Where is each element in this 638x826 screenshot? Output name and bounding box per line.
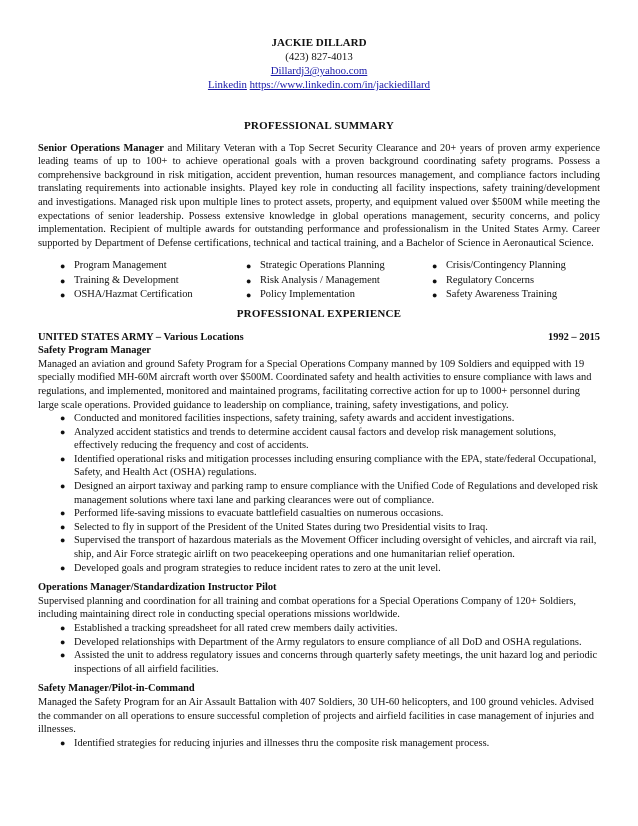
skills-column-3	[432, 259, 602, 302]
email-link[interactable]: Dillardj3@yahoo.com	[270, 65, 368, 77]
bullet-icon: ●	[60, 481, 66, 492]
role-bullets	[38, 622, 600, 676]
role-description: Managed an aviation and ground Safety Program for a Special Operations Company manned by 109 Soldiers and equipped with 19 specially modified MH-60M aircraft worth over $500M. Coordinated safety and health activities to ensure compliance with laws and regulations, and implemented, monitored and maintained programs, facilitating corrective action for up to 1000+ personnel during large scale operations. Provided guidance to leadership on compliance, training, safety investigations, and policy.	[38, 358, 592, 411]
summary-lead: Senior Operations Manager	[38, 142, 164, 154]
bullet-icon: ●	[60, 521, 66, 532]
list-item	[60, 649, 600, 676]
list-item	[60, 636, 600, 650]
skills-column-1	[60, 259, 246, 302]
summary-heading: PROFESSIONAL SUMMARY	[244, 120, 394, 132]
bullet-text: Performed life-saving missions to evacuate battlefield casualties on numerous occasions.	[74, 508, 444, 520]
bullet-icon: ●	[432, 289, 438, 300]
bullet-icon: ●	[60, 508, 66, 519]
bullet-icon: ●	[246, 275, 252, 286]
role-title: Safety Program Manager	[38, 345, 151, 357]
candidate-name: JACKIE DILLARD	[271, 37, 367, 49]
bullet-text: Developed relationships with Department of the Army regulators to ensure compliance of all DoD and OSHA regulations.	[74, 636, 582, 648]
skill-item	[432, 288, 602, 302]
skill-item	[246, 288, 432, 302]
bullet-icon: ●	[60, 737, 66, 748]
skill-label: Safety Awareness Training	[446, 288, 558, 300]
bullet-icon: ●	[246, 289, 252, 300]
skills-column-2	[246, 259, 432, 302]
skill-label: Policy Implementation	[260, 288, 355, 300]
skill-label: Training & Development	[74, 274, 179, 286]
bullet-icon: ●	[246, 261, 252, 272]
linkedin-line	[38, 78, 600, 92]
bullet-text: Designed an airport taxiway and parking ramp to ensure compliance with the Unified Code of Regulations and developed risk management solutions where taxi lane and parking clearances were out of compliance.	[74, 481, 599, 506]
skill-item	[432, 274, 602, 288]
experience-heading: PROFESSIONAL EXPERIENCE	[236, 307, 402, 320]
bullet-icon: ●	[60, 426, 66, 437]
skill-item	[60, 274, 246, 288]
list-item	[60, 453, 600, 480]
skill-item	[246, 259, 432, 273]
skill-label: Regulatory Concerns	[446, 274, 535, 286]
contact-header	[38, 36, 600, 92]
list-item	[60, 622, 600, 636]
skill-item	[60, 259, 246, 273]
bullet-icon: ●	[60, 535, 66, 546]
bullet-text: Assisted the unit to address regulatory issues and concerns through quarterly safety meetings, the unit hazard log and periodic inspections of all airfield facilities.	[74, 650, 598, 675]
summary-text: and Military Veteran with a Top Secret Security Clearance and 20+ years of proven army experience leading teams of up to 100+ to achieve operational goals with a proven background coordinating safety programs. Possess a comprehensive background in risk mitigation, accident prevention, human resources management, and compliance factors including translating requirements into actionable insights. Played key role in conducting all facility inspections, safety training/development and investigations. Managed risk upon multiple lines to protect assets, property, and equipment valued over $500M while meeting the expectations of senior leadership. Possess extensive knowledge in global operations management, security concerns, and policy implementation. Recipient of multiple awards for outstanding performance and professionalism in the United States Army. Career supported by Department of Defense certifications, technical and tactical training, and a Bachelor of Science in Aeronautical Science.	[38, 142, 600, 249]
role-bullets	[38, 737, 600, 751]
skills-list	[38, 259, 600, 302]
bullet-icon: ●	[432, 275, 438, 286]
skill-label: Program Management	[74, 260, 167, 272]
employer-name: UNITED STATES ARMY – Various Locations	[38, 331, 244, 343]
list-item	[60, 507, 600, 521]
role-title: Operations Manager/Standardization Instructor Pilot	[38, 582, 277, 594]
bullet-text: Established a tracking spreadsheet for all rated crew members daily activities.	[74, 623, 398, 635]
role-title: Safety Manager/Pilot-in-Command	[38, 683, 195, 695]
employer-row	[38, 331, 600, 345]
bullet-icon: ●	[60, 261, 66, 272]
skill-label: Crisis/Contingency Planning	[446, 260, 566, 272]
bullet-icon: ●	[60, 636, 66, 647]
employment-dates: 1992 – 2015	[548, 331, 600, 343]
list-item	[60, 534, 600, 561]
list-item	[60, 426, 600, 453]
list-item	[60, 480, 600, 507]
bullet-text: Supervised the transport of hazardous materials as the Movement Officer including oversight of vehicles, and aircraft via rail, ship, and Air Force strategic airlift on two peacekeeping operations and one humanitarian relief operation.	[74, 535, 597, 561]
bullet-icon: ●	[60, 413, 66, 424]
bullet-text: Identified strategies for reducing injuries and illnesses thru the composite risk management process.	[74, 737, 490, 749]
bullet-text: Selected to fly in support of the President of the United States during two Presidential visits to Iraq.	[74, 521, 488, 533]
role-bullets	[38, 412, 600, 575]
bullet-icon: ●	[432, 261, 438, 272]
skill-item	[432, 259, 602, 273]
role-description: Managed the Safety Program for an Air Assault Battalion with 407 Soldiers, 30 UH-60 helicopters, and 100 ground vehicles. Advised the commander on all operations to ensure successful completion of projects and airfield facilities in case management of injuries and illnesses.	[38, 696, 595, 736]
role-description: Supervised planning and coordination for all training and combat operations for a Special Operations Company of 120+ Soldiers, including maintaining direct role in conducting special operations missions worldwide.	[38, 595, 576, 621]
bullet-text: Analyzed accident statistics and trends to determine accident causal factors and develop risk management solutions, effectively reducing the frequency and cost of accidents.	[74, 426, 557, 452]
list-item	[60, 562, 600, 576]
skill-item	[60, 288, 246, 302]
skill-label: OSHA/Hazmat Certification	[74, 288, 193, 300]
skill-label: Strategic Operations Planning	[260, 260, 385, 272]
list-item	[60, 412, 600, 426]
bullet-icon: ●	[60, 562, 66, 573]
skill-item	[246, 274, 432, 288]
bullet-icon: ●	[60, 650, 66, 661]
bullet-icon: ●	[60, 453, 66, 464]
list-item	[60, 737, 600, 751]
linkedin-url-link[interactable]: https://www.linkedin.com/in/jackiedillard	[249, 79, 431, 91]
bullet-icon: ●	[60, 623, 66, 634]
bullet-icon: ●	[60, 275, 66, 286]
bullet-text: Developed goals and program strategies to reduce incident rates to zero at the unit level.	[74, 562, 441, 574]
bullet-text: Conducted and monitored facilities inspections, safety training, safety awards and accident investigations.	[74, 413, 515, 425]
summary-paragraph	[38, 142, 600, 251]
list-item	[60, 521, 600, 535]
skill-label: Risk Analysis / Management	[260, 274, 380, 286]
bullet-icon: ●	[60, 289, 66, 300]
bullet-text: Identified operational risks and mitigation processes including ensuring compliance with the EPA, state/federal Occupational, Safety, and Health Act (OSHA) regulations.	[74, 453, 597, 479]
phone-number: (423) 827-4013	[285, 51, 353, 63]
linkedin-label-link[interactable]: Linkedin	[207, 79, 247, 91]
